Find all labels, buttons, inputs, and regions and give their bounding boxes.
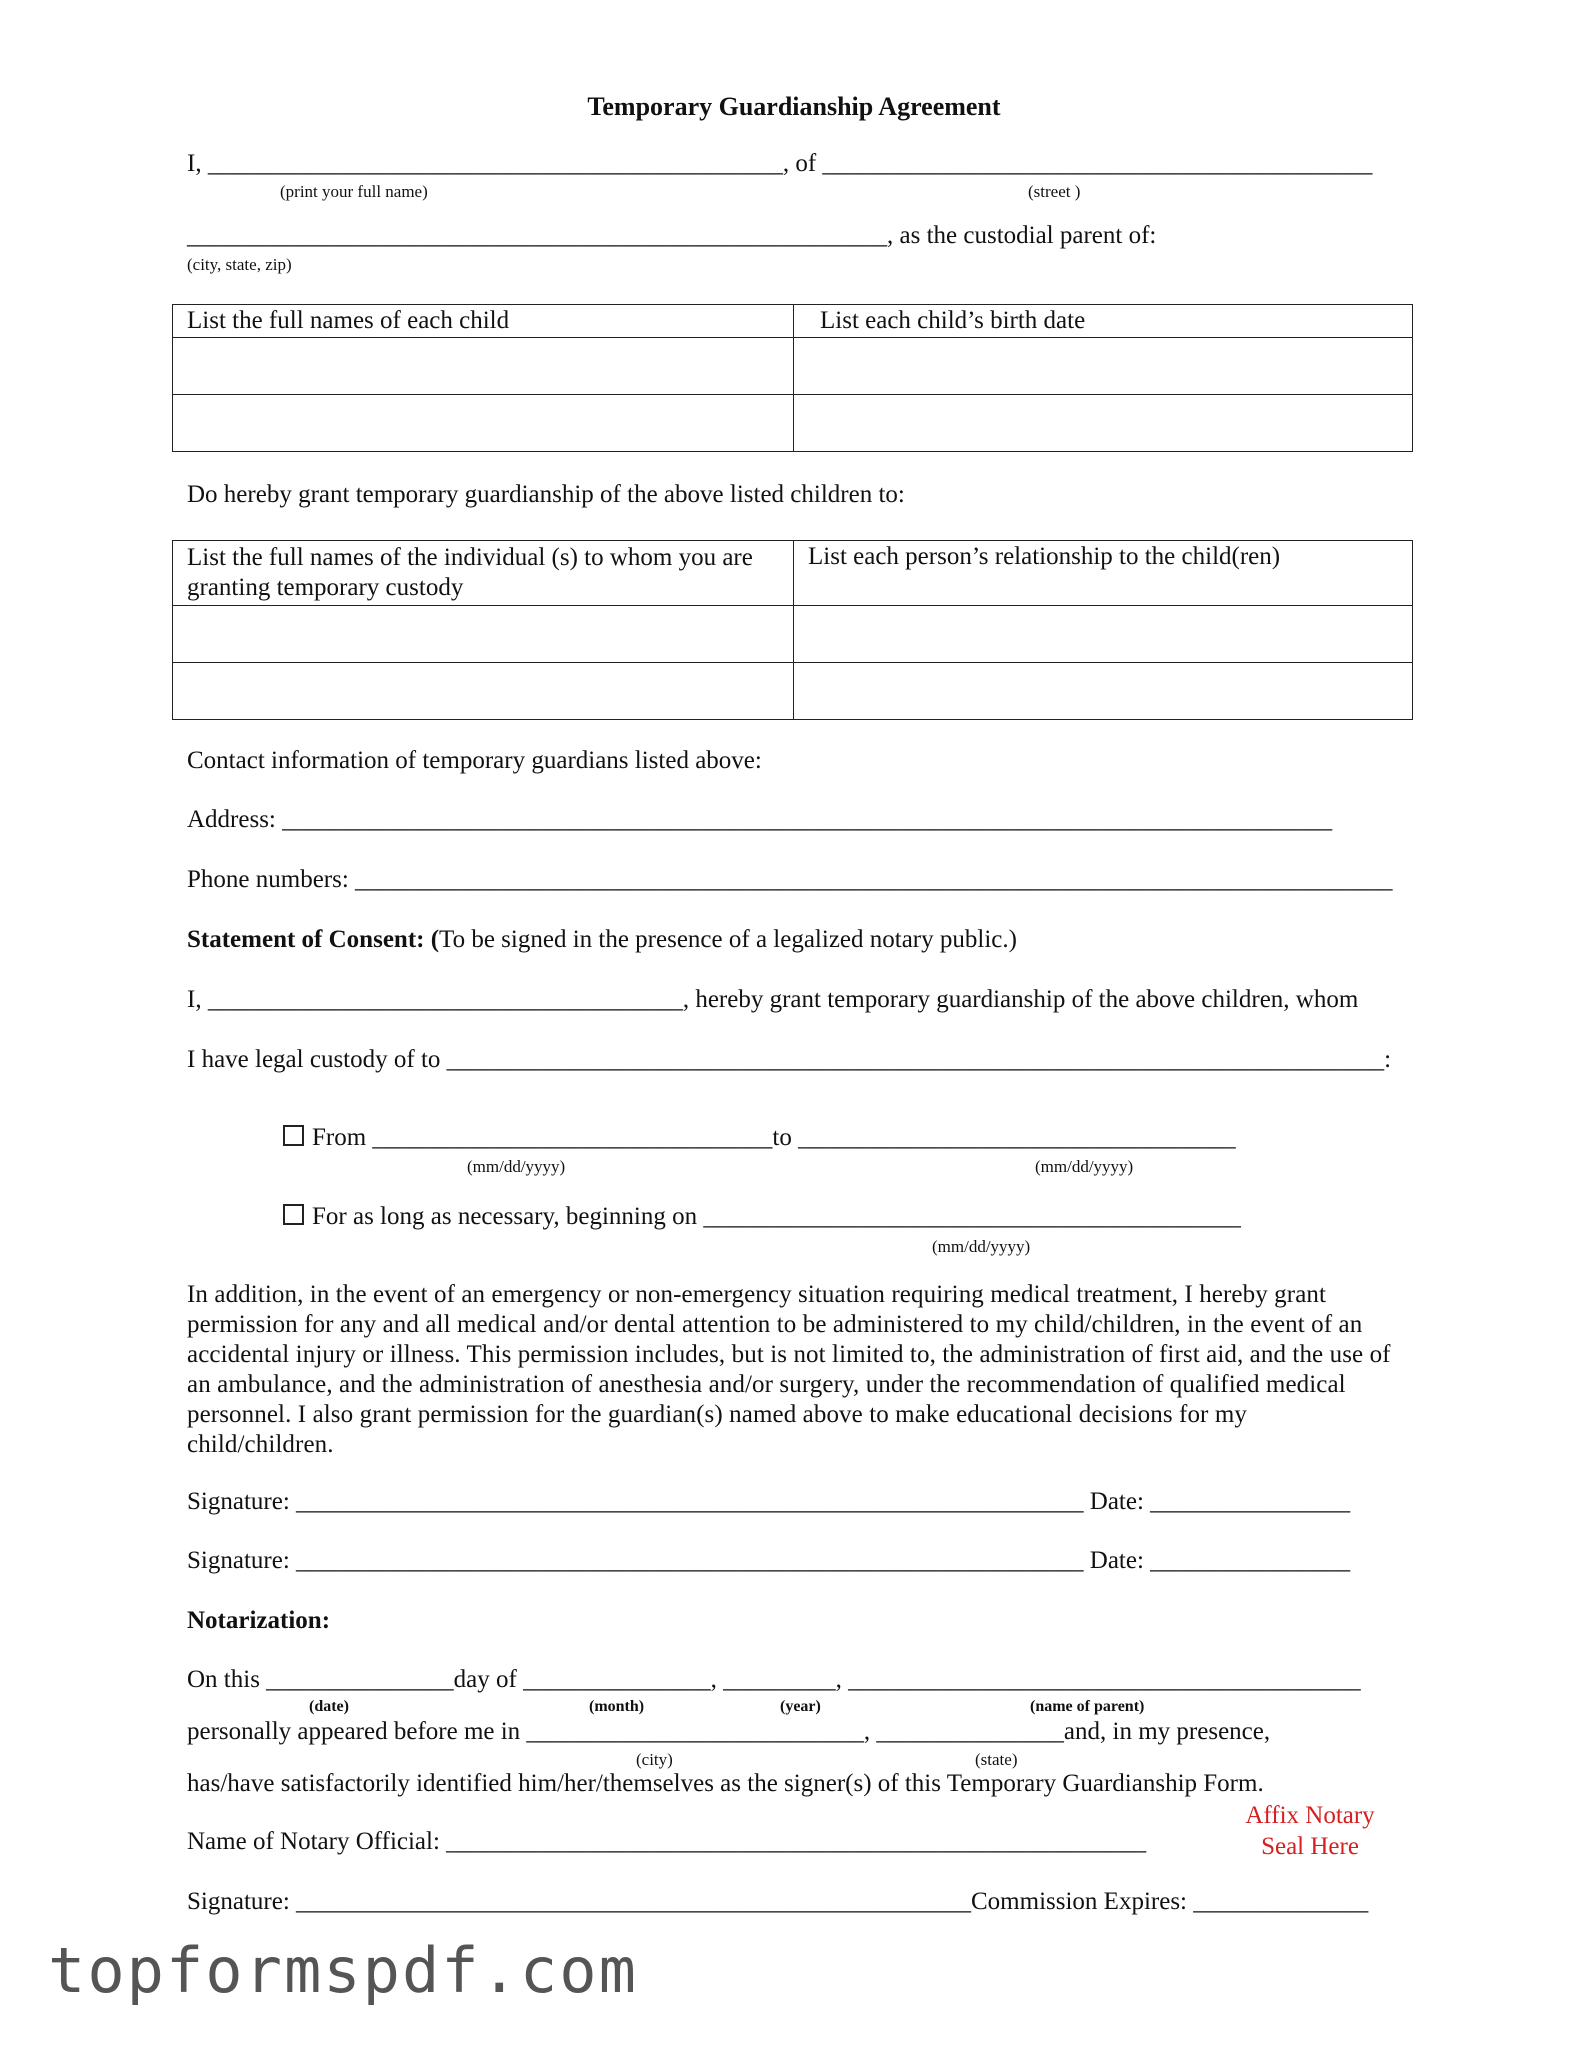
hint-city-state-zip: (city, state, zip) <box>187 255 292 274</box>
consent-heading <box>187 926 1017 954</box>
notary-official-name-line[interactable]: Name of Notary Official: ________________________________________________________ <box>187 1828 1147 1855</box>
from-to-option[interactable] <box>283 1124 1236 1152</box>
hint-full-name: (print your full name) <box>280 182 428 201</box>
consent-custody-line[interactable]: I have legal custody of to ___________________________________________________________________________: <box>187 1046 1392 1073</box>
seal-label-line1: Affix Notary <box>1245 1802 1375 1829</box>
notary-identification-text: has/have satisfactorily identified him/her/themselves as the signer(s) of this Temporary Guardianship Form. <box>187 1770 1264 1797</box>
notary-date-line[interactable]: On this _______________day of _______________, _________, _________________________________________ <box>187 1666 1361 1693</box>
signature-line-1[interactable]: Signature: _______________________________________________________________ Date: ________________ <box>187 1488 1351 1515</box>
child-birthdate-cell[interactable] <box>794 338 1413 395</box>
from-to-line[interactable]: From ________________________________to ___________________________________ <box>312 1124 1236 1151</box>
parent-name-street-line[interactable]: I, ______________________________________________, of ____________________________________________ <box>187 150 1373 177</box>
notary-signature-line[interactable]: Signature: ______________________________________________________Commission Expires: ______________ <box>187 1888 1369 1915</box>
notary-location-line[interactable]: personally appeared before me in ___________________________, _______________and, in my presence, <box>187 1718 1271 1745</box>
hint-date: (date) <box>309 1698 349 1715</box>
table-row <box>173 663 1413 720</box>
guardians-table <box>172 540 1413 720</box>
as-long-as-necessary-option[interactable] <box>283 1203 1241 1231</box>
signature-line-2[interactable]: Signature: _______________________________________________________________ Date: ________________ <box>187 1547 1351 1574</box>
guardian-relationship-cell[interactable] <box>794 663 1413 720</box>
necessary-checkbox[interactable] <box>283 1204 304 1225</box>
hint-month: (month) <box>589 1698 645 1715</box>
consent-label: Statement of Consent: ( <box>187 926 440 953</box>
child-name-cell[interactable] <box>173 395 794 452</box>
child-birthdate-cell[interactable] <box>794 395 1413 452</box>
contact-heading: Contact information of temporary guardians listed above: <box>187 747 762 774</box>
hint-street: (street ) <box>1028 182 1081 201</box>
medical-permission-paragraph: In addition, in the event of an emergency or non-emergency situation requiring medical treatment, I hereby grant permission for any and all medical and/or dental attention to be administered to my child/children, in the event of an accidental injury or illness. This permission includes, but is not limited to, the administration of first aid, and the use of an ambulance, and the administration of anesthesia and/or surgery, under the recommendation of qualified medical personnel. I also grant permission for the guardian(s) named above to make educational decisions for my child/children. <box>187 1281 1391 1458</box>
guardian-name-cell[interactable] <box>173 606 794 663</box>
notary-seal-area <box>1230 1800 1390 1862</box>
table-header-row <box>173 305 1413 338</box>
guardian-address-field[interactable]: Address: ____________________________________________________________________________________ <box>187 806 1333 833</box>
city-state-zip-line[interactable]: ________________________________________________________, as the custodial parent of: <box>187 222 1157 249</box>
guardian-name-header-line1: List the full names of the individual (s) to whom you are <box>187 544 753 571</box>
hint-city: (city) <box>636 1750 673 1769</box>
guardian-relationship-header: List each person’s relationship to the child(ren) <box>794 541 1413 606</box>
table-row <box>173 338 1413 395</box>
hint-from-date: (mm/dd/yyyy) <box>467 1157 566 1176</box>
hint-begin-date: (mm/dd/yyyy) <box>932 1237 1031 1256</box>
hint-to-date: (mm/dd/yyyy) <box>1035 1157 1134 1176</box>
from-to-checkbox[interactable] <box>283 1125 304 1146</box>
table-header-row <box>173 541 1413 606</box>
guardian-name-header-line2: granting temporary custody <box>187 574 464 601</box>
guardian-name-header <box>173 541 794 606</box>
guardian-name-cell[interactable] <box>173 663 794 720</box>
necessary-line[interactable]: For as long as necessary, beginning on ___________________________________________ <box>312 1203 1241 1230</box>
children-table <box>172 304 1413 452</box>
grant-statement: Do hereby grant temporary guardianship of the above listed children to: <box>187 481 905 508</box>
consent-name-line[interactable]: I, ______________________________________, hereby grant temporary guardianship of the above children, whom <box>187 986 1359 1013</box>
children-birthdate-header: List each child’s birth date <box>794 305 1413 338</box>
form-title: Temporary Guardianship Agreement <box>587 92 1001 121</box>
hint-parent-name: (name of parent) <box>1030 1698 1145 1715</box>
guardian-phone-field[interactable]: Phone numbers: ___________________________________________________________________________________ <box>187 866 1393 893</box>
hint-year: (year) <box>780 1698 821 1715</box>
consent-note: To be signed in the presence of a legalized notary public.) <box>439 926 1017 953</box>
children-name-header: List the full names of each child <box>173 305 794 338</box>
notarization-heading: Notarization: <box>187 1607 331 1634</box>
guardian-relationship-cell[interactable] <box>794 606 1413 663</box>
watermark-logo: topformspdf.com <box>48 1934 638 2007</box>
table-row <box>173 395 1413 452</box>
child-name-cell[interactable] <box>173 338 794 395</box>
seal-label-line2: Seal Here <box>1261 1833 1359 1860</box>
table-row <box>173 606 1413 663</box>
hint-state: (state) <box>975 1750 1018 1769</box>
